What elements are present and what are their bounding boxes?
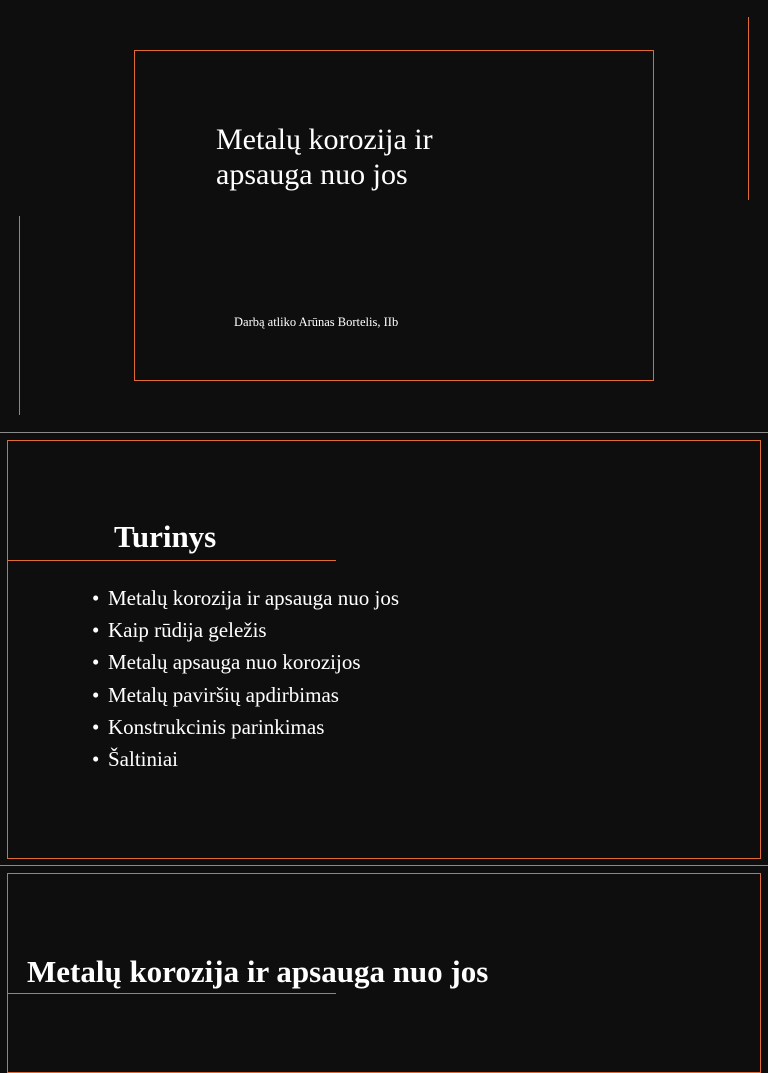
section-heading: Metalų korozija ir apsauga nuo jos [27,954,489,989]
heading-underline [7,560,336,561]
list-item: • Metalų paviršių apdirbimas [92,679,399,711]
list-item: • Metalų apsauga nuo korozijos [92,646,399,678]
bullet-icon: • [92,650,100,675]
heading-underline [7,993,336,994]
right-accent-line [748,17,749,200]
bullet-icon: • [92,586,100,610]
slide-contents [0,433,768,865]
bullet-icon: • [92,618,100,643]
presentation-title: Metalų korozija ir apsauga nuo jos [216,123,433,191]
slide-title [0,0,768,432]
list-item: • Metalų korozija ir apsauga nuo jos [92,582,399,614]
bullet-icon: • [92,747,100,772]
list-item: • Šaltiniai [92,743,399,775]
list-item: • Konstrukcinis parinkimas [92,711,399,743]
contents-list [92,582,399,775]
slide-section [0,866,768,1024]
bullet-icon: • [92,714,100,739]
left-accent-line [19,216,20,415]
bullet-icon: • [92,682,100,707]
list-item: • Kaip rūdija geležis [92,614,399,646]
author-subtitle: Darbą atliko Arūnas Bortelis, IIb [234,315,399,329]
title-frame [134,50,654,381]
contents-heading: Turinys [114,519,217,554]
